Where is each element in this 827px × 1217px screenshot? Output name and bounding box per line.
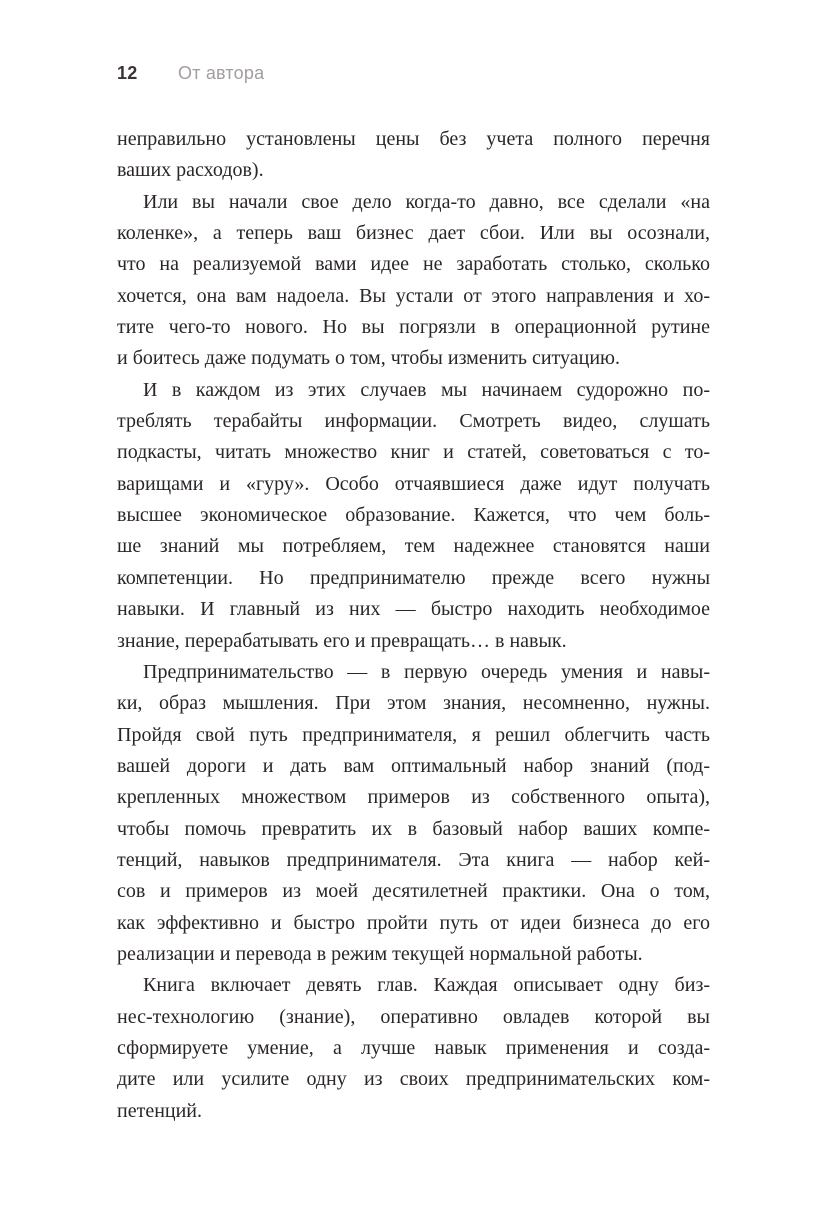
- text-line: И в каждом из этих случаев мы начинаем судорожно по-: [143, 378, 710, 401]
- page-number: 12: [117, 63, 138, 83]
- text-line: коленке», а теперь ваш бизнес дает сбои. Или вы осознали,: [117, 222, 710, 245]
- text-line: хочется, она вам надоела. Вы устали от этого направления и хо-: [117, 284, 710, 307]
- text-line: сов и примеров из моей десятилетней практики. Она о том,: [117, 880, 710, 903]
- paragraph: [117, 657, 710, 970]
- paragraph: [117, 187, 710, 375]
- text-line: навыки. И главный из них — быстро находить необходимое: [117, 598, 710, 621]
- body-text: [117, 124, 710, 1127]
- paragraph: [117, 124, 710, 187]
- text-line: что на реализуемой вами идее не заработать столько, сколько: [117, 253, 710, 276]
- text-line: тите чего-то нового. Но вы погрязли в операционной рутине: [117, 316, 710, 339]
- text-line: треблять терабайты информации. Смотреть видео, слушать: [117, 410, 710, 433]
- text-line: варищами и «гуру». Особо отчаявшиеся даже идут получать: [117, 472, 710, 495]
- text-line: высшее экономическое образование. Кажется, что чем боль-: [117, 504, 710, 527]
- running-head-title: От автора: [178, 63, 265, 83]
- text-line: как эффективно и быстро пройти путь от идеи бизнеса до его: [117, 911, 710, 934]
- text-line: компетенции. Но предпринимателю прежде всего нужны: [117, 566, 710, 589]
- text-line: крепленных множеством примеров из собственного опыта),: [117, 786, 710, 809]
- text-line: Или вы начали свое дело когда-то давно, все сделали «на: [143, 190, 710, 213]
- text-line: знание, перерабатывать его и превращать… в навык.: [117, 629, 567, 652]
- text-line: дите или усилите одну из своих предпринимательских ком-: [117, 1068, 710, 1091]
- paragraph: [117, 970, 710, 1127]
- text-line: чтобы помочь превратить их в базовый набор ваших компе-: [117, 817, 710, 840]
- text-line: вашей дороги и дать вам оптимальный набор знаний (под-: [117, 754, 710, 777]
- text-line: ваших расходов).: [117, 159, 264, 182]
- text-line: Книга включает девять глав. Каждая описывает одну биз-: [143, 974, 710, 997]
- text-line: тенций, навыков предпринимателя. Эта книга — набор кей-: [117, 848, 710, 871]
- text-line: нес-технологию (знание), оперативно овладев которой вы: [117, 1005, 710, 1028]
- text-line: ки, образ мышления. При этом знания, несомненно, нужны.: [117, 692, 710, 715]
- paragraph: [117, 375, 710, 657]
- text-line: Предпринимательство — в первую очередь умения и навы-: [143, 660, 710, 683]
- text-line: подкасты, читать множество книг и статей, советоваться с то-: [117, 441, 710, 464]
- text-line: сформируете умение, а лучше навык применения и созда-: [117, 1036, 710, 1059]
- text-line: реализации и перевода в режим текущей нормальной работы.: [117, 942, 643, 965]
- text-line: петенций.: [117, 1099, 203, 1122]
- running-header: [117, 63, 710, 85]
- text-line: ше знаний мы потребляем, тем надежнее становятся наши: [117, 535, 710, 558]
- text-line: неправильно установлены цены без учета полного перечня: [117, 128, 710, 150]
- text-line: и боитесь даже подумать о том, чтобы изменить ситуацию.: [117, 347, 620, 370]
- text-line: Пройдя свой путь предпринимателя, я решил облегчить часть: [117, 723, 710, 746]
